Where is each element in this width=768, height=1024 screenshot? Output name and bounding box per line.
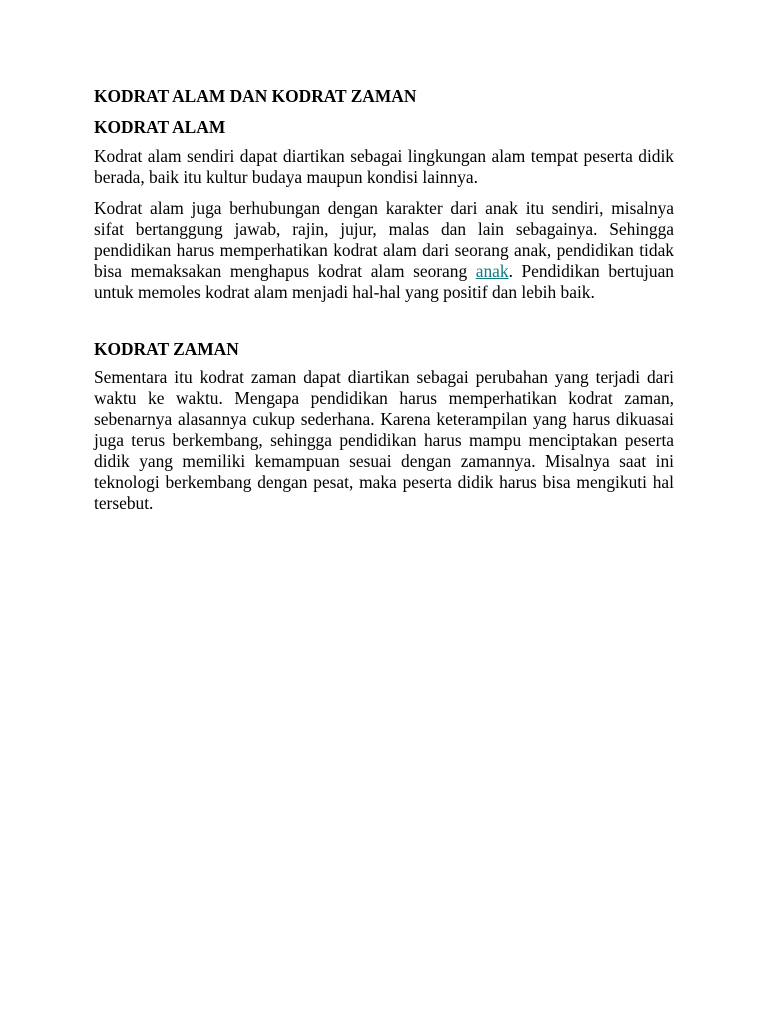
paragraph-kodrat-zaman-1: Sementara itu kodrat zaman dapat diartikan sebagai perubahan yang terjadi dari waktu ke waktu. Mengapa pendidikan harus memperhatikan kodrat zaman, sebenarnya alasannya cukup sederhana. Karena keterampilan yang harus dikuasai juga terus berkembang, sehingga pendidikan harus mampu menciptakan peserta didik yang memiliki kemampuan sesuai dengan zamannya. Misalnya saat ini teknologi berkembang dengan pesat, maka peserta didik harus bisa mengikuti hal tersebut. [94,367,674,513]
document-page [94,86,674,514]
paragraph-text-before-link: Kodrat alam juga berhubungan dengan karakter dari anak itu sendiri, misalnya sifat bertanggung jawab, rajin, jujur, malas dan lain sebagainya. Sehingga pendidikan harus memperhatikan kodrat alam dari seorang anak, pendidikan tidak bisa memaksakan menghapus kodrat alam seorang [94,198,674,281]
anak-link[interactable]: anak [475,261,509,281]
section-heading-kodrat-alam: KODRAT ALAM [94,117,226,137]
section-heading-kodrat-zaman: KODRAT ZAMAN [94,339,239,359]
paragraph-text-after-link: . Pendidikan bertujuan untuk memoles kodrat alam menjadi hal-hal yang positif dan lebih baik. [94,261,674,302]
paragraph-kodrat-alam-1: Kodrat alam sendiri dapat diartikan sebagai lingkungan alam tempat peserta didik berada, baik itu kultur budaya maupun kondisi lainnya. [94,146,674,187]
paragraph-kodrat-alam-2 [94,198,674,303]
document-title: KODRAT ALAM DAN KODRAT ZAMAN [94,86,417,106]
